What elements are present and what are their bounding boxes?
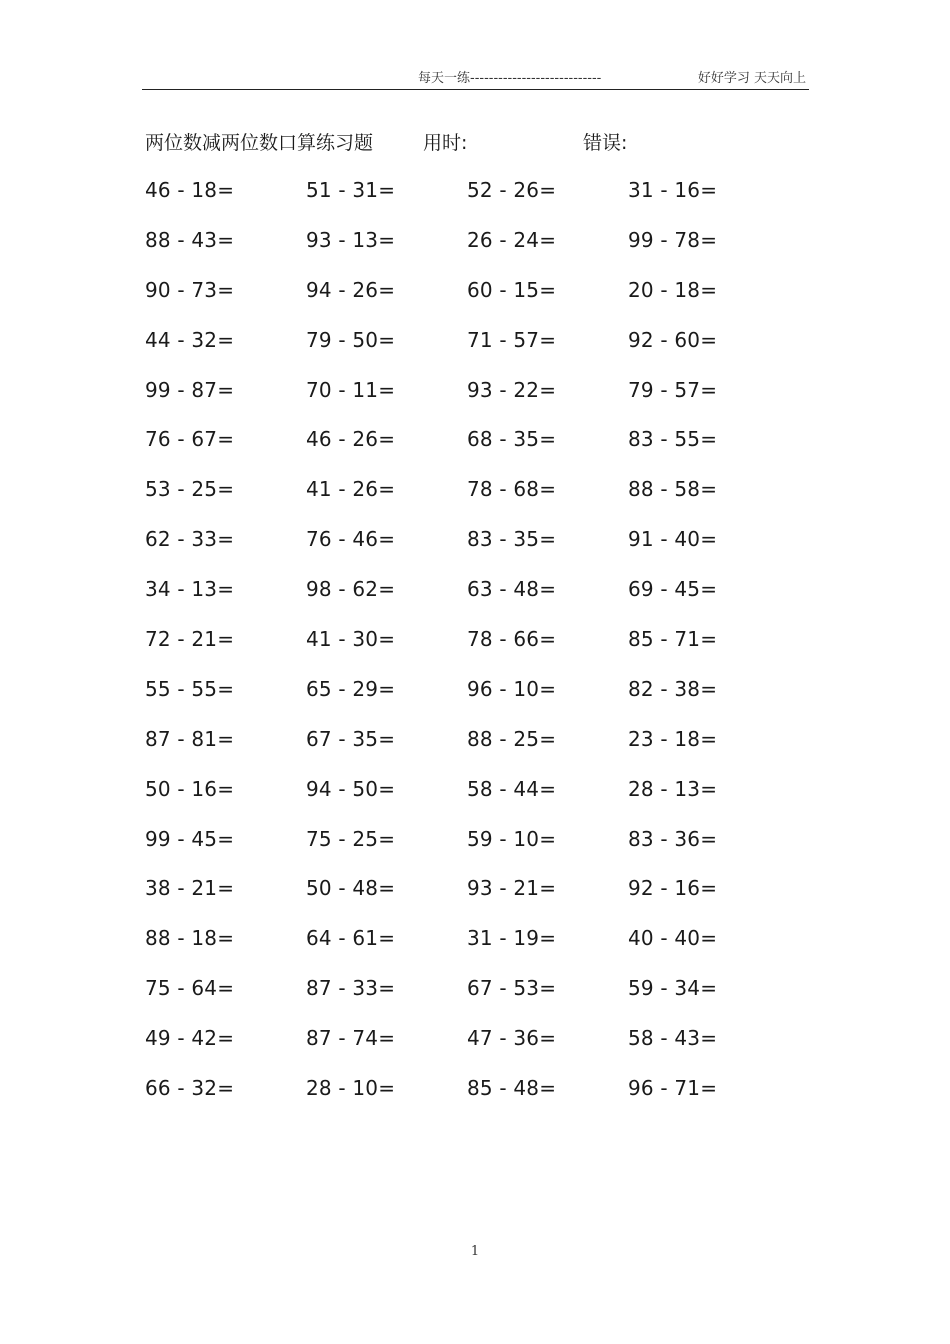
problem-item: 87 - 74= (306, 1026, 396, 1051)
problem-item: 28 - 10= (306, 1076, 396, 1101)
problem-item: 63 - 48= (467, 577, 557, 602)
problem-grid (145, 174, 805, 1122)
problem-row (145, 324, 805, 374)
problem-row (145, 1072, 805, 1122)
problem-item: 28 - 13= (628, 776, 718, 801)
worksheet-title-row (145, 128, 805, 158)
problem-item: 87 - 81= (145, 726, 235, 751)
problem-item: 99 - 45= (145, 826, 235, 851)
problem-item: 38 - 21= (145, 876, 235, 901)
problem-row (145, 872, 805, 922)
problem-item: 83 - 36= (628, 826, 718, 851)
problem-row (145, 1022, 805, 1072)
problem-item: 52 - 26= (467, 178, 557, 202)
problem-row (145, 224, 805, 274)
problem-item: 34 - 13= (145, 577, 235, 602)
problem-row (145, 673, 805, 723)
problem-item: 31 - 19= (467, 926, 557, 951)
problem-item: 79 - 57= (628, 377, 718, 402)
worksheet-title: 两位数减两位数口算练习题 (145, 132, 374, 154)
header-rule (142, 89, 809, 90)
problem-item: 79 - 50= (306, 327, 396, 352)
problem-row (145, 174, 805, 224)
problem-item: 82 - 38= (628, 676, 718, 701)
page-header (142, 64, 809, 88)
problem-item: 93 - 21= (467, 876, 557, 901)
problem-item: 66 - 32= (145, 1076, 235, 1101)
problem-row (145, 423, 805, 473)
page-number: 1 (470, 1244, 480, 1259)
problem-item: 87 - 33= (306, 976, 396, 1001)
problem-item: 90 - 73= (145, 277, 235, 302)
problem-item: 93 - 22= (467, 377, 557, 402)
problem-item: 75 - 64= (145, 976, 235, 1001)
problem-row (145, 623, 805, 673)
problem-item: 64 - 61= (306, 926, 396, 951)
problem-item: 26 - 24= (467, 227, 557, 252)
problem-item: 58 - 44= (467, 776, 557, 801)
problem-item: 83 - 55= (628, 427, 718, 452)
problem-item: 69 - 45= (628, 577, 718, 602)
problem-item: 78 - 68= (467, 477, 557, 502)
time-label: 用时: (423, 132, 468, 154)
problem-item: 60 - 15= (467, 277, 557, 302)
problem-item: 88 - 58= (628, 477, 718, 502)
problem-item: 98 - 62= (306, 577, 396, 602)
problem-item: 72 - 21= (145, 627, 235, 652)
problem-item: 88 - 43= (145, 227, 235, 252)
problem-item: 23 - 18= (628, 726, 718, 751)
problem-item: 31 - 16= (628, 178, 718, 202)
problem-item: 50 - 48= (306, 876, 396, 901)
problem-item: 85 - 71= (628, 627, 718, 652)
problem-item: 65 - 29= (306, 676, 396, 701)
problem-item: 76 - 46= (306, 527, 396, 552)
header-right-text: 好好学习 天天向上 (697, 71, 806, 86)
error-label: 错误: (583, 132, 628, 154)
problem-item: 67 - 53= (467, 976, 557, 1001)
problem-item: 62 - 33= (145, 527, 235, 552)
problem-item: 51 - 31= (306, 178, 396, 202)
problem-item: 91 - 40= (628, 527, 718, 552)
problem-row (145, 573, 805, 623)
problem-row (145, 274, 805, 324)
problem-item: 50 - 16= (145, 776, 235, 801)
problem-item: 67 - 35= (306, 726, 396, 751)
problem-item: 46 - 26= (306, 427, 396, 452)
problem-item: 55 - 55= (145, 676, 235, 701)
problem-item: 96 - 10= (467, 676, 557, 701)
problem-item: 94 - 26= (306, 277, 396, 302)
problem-row (145, 972, 805, 1022)
problem-item: 93 - 13= (306, 227, 396, 252)
problem-item: 59 - 34= (628, 976, 718, 1001)
problem-item: 59 - 10= (467, 826, 557, 851)
problem-item: 78 - 66= (467, 627, 557, 652)
problem-row (145, 773, 805, 823)
problem-item: 99 - 87= (145, 377, 235, 402)
header-left-text: 每天一练---------------------------- (418, 71, 602, 86)
problem-row (145, 922, 805, 972)
problem-item: 92 - 60= (628, 327, 718, 352)
problem-item: 71 - 57= (467, 327, 557, 352)
problem-item: 75 - 25= (306, 826, 396, 851)
problem-item: 76 - 67= (145, 427, 235, 452)
problem-item: 88 - 25= (467, 726, 557, 751)
problem-row (145, 723, 805, 773)
problem-item: 58 - 43= (628, 1026, 718, 1051)
problem-item: 92 - 16= (628, 876, 718, 901)
problem-item: 68 - 35= (467, 427, 557, 452)
problem-row (145, 823, 805, 873)
problem-item: 94 - 50= (306, 776, 396, 801)
problem-item: 70 - 11= (306, 377, 396, 402)
problem-row (145, 473, 805, 523)
problem-item: 85 - 48= (467, 1076, 557, 1101)
problem-item: 49 - 42= (145, 1026, 235, 1051)
problem-item: 46 - 18= (145, 178, 235, 202)
problem-item: 99 - 78= (628, 227, 718, 252)
problem-item: 96 - 71= (628, 1076, 718, 1101)
problem-item: 41 - 30= (306, 627, 396, 652)
problem-item: 44 - 32= (145, 327, 235, 352)
problem-item: 20 - 18= (628, 277, 718, 302)
problem-row (145, 523, 805, 573)
problem-row (145, 374, 805, 424)
problem-item: 40 - 40= (628, 926, 718, 951)
problem-item: 88 - 18= (145, 926, 235, 951)
problem-item: 53 - 25= (145, 477, 235, 502)
problem-item: 83 - 35= (467, 527, 557, 552)
problem-item: 41 - 26= (306, 477, 396, 502)
problem-item: 47 - 36= (467, 1026, 557, 1051)
